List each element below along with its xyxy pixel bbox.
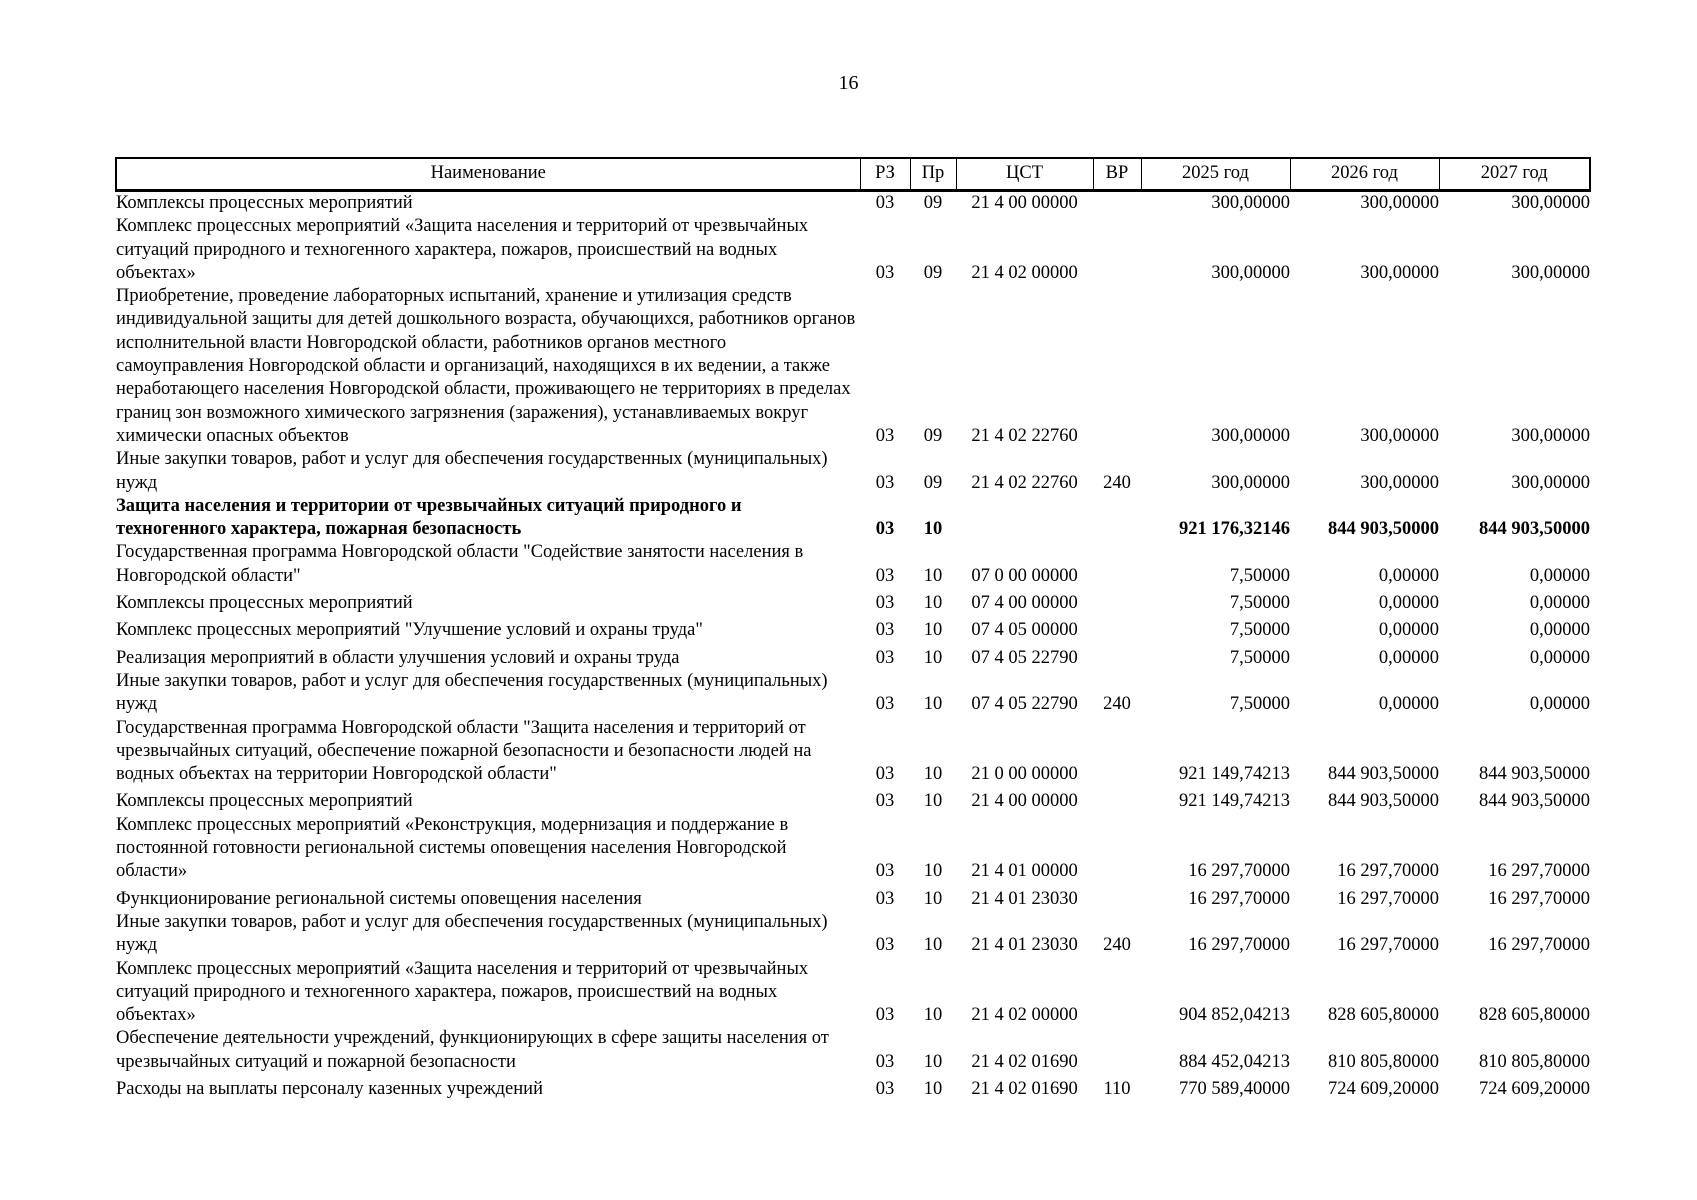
table-row xyxy=(116,448,1590,495)
table-row xyxy=(116,1027,1590,1074)
row-value-2025: 7,50000 xyxy=(1229,694,1290,715)
table-row xyxy=(116,285,1590,448)
row-vr xyxy=(1093,588,1141,615)
row-vr xyxy=(1093,717,1141,787)
row-vr xyxy=(1093,1027,1141,1074)
row-cst: 07 4 05 22790 xyxy=(971,694,1078,715)
row-name: Комплекс процессных мероприятий «Защита населения и территорий от чрезвычайных ситуаций природного и техногенного характера, пожаров, происшествий на водных объектах» xyxy=(116,958,809,1026)
table-row xyxy=(116,786,1590,813)
row-rz: 03 xyxy=(875,565,895,586)
row-name: Государственная программа Новгородской области "Защита населения и территорий от чрезвычайных ситуаций, обеспечение пожарной безопасности и безопасности людей на водных объектах на территории Новгородской области" xyxy=(116,717,812,785)
row-cst: 21 4 00 00000 xyxy=(971,791,1078,812)
row-cst: 07 0 00 00000 xyxy=(971,565,1078,586)
row-value-2027: 0,00000 xyxy=(1529,593,1590,614)
row-cst: 21 4 00 00000 xyxy=(971,193,1078,213)
table-row xyxy=(116,643,1590,670)
row-value-2026: 300,00000 xyxy=(1360,193,1439,213)
row-vr xyxy=(1093,615,1141,642)
table-row xyxy=(116,215,1590,285)
row-value-2026: 844 903,50000 xyxy=(1328,764,1439,785)
row-name: Реализация мероприятий в области улучшения условий и охраны труда xyxy=(116,647,680,668)
row-value-2027: 300,00000 xyxy=(1511,472,1590,493)
row-vr xyxy=(1093,285,1141,448)
row-value-2027: 828 605,80000 xyxy=(1479,1005,1590,1026)
row-rz: 03 xyxy=(875,519,895,540)
row-value-2027: 844 903,50000 xyxy=(1479,791,1590,812)
row-cst: 21 4 02 00000 xyxy=(971,1005,1078,1026)
row-name: Комплексы процессных мероприятий xyxy=(116,791,413,812)
row-value-2025: 7,50000 xyxy=(1229,620,1290,641)
row-value-2025: 884 452,04213 xyxy=(1179,1051,1290,1072)
row-pr: 10 xyxy=(923,1078,943,1099)
row-value-2027: 724 609,20000 xyxy=(1479,1078,1590,1099)
row-value-2026: 16 297,70000 xyxy=(1337,861,1439,882)
header-vr: ВР xyxy=(1093,158,1141,191)
row-vr xyxy=(1093,643,1141,670)
table-row xyxy=(116,717,1590,787)
row-value-2026: 0,00000 xyxy=(1378,593,1439,614)
row-value-2027: 16 297,70000 xyxy=(1488,861,1590,882)
row-pr: 10 xyxy=(923,694,943,715)
row-name: Иные закупки товаров, работ и услуг для обеспечения государственных (муниципальных) нужд xyxy=(116,670,828,715)
row-rz: 03 xyxy=(875,888,895,909)
row-value-2025: 7,50000 xyxy=(1229,565,1290,586)
row-value-2025: 300,00000 xyxy=(1211,472,1290,493)
row-cst: 21 4 01 23030 xyxy=(971,935,1078,956)
row-vr xyxy=(1093,215,1141,285)
table-row xyxy=(116,615,1590,642)
row-pr: 09 xyxy=(923,193,943,213)
row-value-2027: 16 297,70000 xyxy=(1488,888,1590,909)
row-value-2025: 16 297,70000 xyxy=(1188,935,1290,956)
row-rz: 03 xyxy=(875,1051,895,1072)
row-name: Комплекс процессных мероприятий «Защита населения и территорий от чрезвычайных ситуаций природного и техногенного характера, пожаров, происшествий на водных объектах» xyxy=(116,216,809,283)
row-rz: 03 xyxy=(875,647,895,668)
row-value-2026: 300,00000 xyxy=(1360,425,1439,446)
row-cst: 07 4 05 00000 xyxy=(971,620,1078,641)
table-row xyxy=(116,814,1590,884)
table-row xyxy=(116,958,1590,1028)
row-rz: 03 xyxy=(875,1005,895,1026)
row-value-2026: 810 805,80000 xyxy=(1328,1051,1439,1072)
row-pr: 10 xyxy=(923,647,943,668)
row-pr: 09 xyxy=(923,472,943,493)
budget-table xyxy=(115,157,1591,1101)
row-rz: 03 xyxy=(875,1078,895,1099)
row-cst: 21 4 02 22760 xyxy=(971,472,1078,493)
row-rz: 03 xyxy=(875,425,895,446)
row-name: Комплекс процессных мероприятий «Реконструкция, модернизация и поддержание в постоянной готовности региональной системы оповещения населения Новгородской области» xyxy=(116,814,789,882)
row-value-2025: 7,50000 xyxy=(1229,593,1290,614)
row-value-2026: 844 903,50000 xyxy=(1328,791,1439,812)
row-value-2025: 921 176,32146 xyxy=(1179,519,1290,540)
row-value-2027: 844 903,50000 xyxy=(1479,764,1590,785)
row-name: Приобретение, проведение лабораторных испытаний, хранение и утилизация средств индивидуальной защиты для детей дошкольного возраста, обучающихся, работников органов исполнительной власти Новгородской области, работников органов местного самоуправления Новгородской области и организаций, находящихся в их ведении, а также неработающего населения Новгородской области, проживающего не территориях в пределах границ зон возможного химического загрязнения (заражения), устанавливаемых вокруг химически опасных объектов xyxy=(116,286,856,446)
row-rz: 03 xyxy=(875,861,895,882)
row-cst: 21 4 01 23030 xyxy=(971,888,1078,909)
table-row xyxy=(116,911,1590,958)
table-header-row xyxy=(116,158,1590,191)
row-pr: 10 xyxy=(923,565,943,586)
row-cst: 07 4 00 00000 xyxy=(971,593,1078,614)
row-value-2027: 0,00000 xyxy=(1529,694,1590,715)
row-value-2027: 16 297,70000 xyxy=(1488,935,1590,956)
row-name: Комплексы процессных мероприятий xyxy=(116,593,413,614)
table-row xyxy=(116,495,1590,542)
row-rz: 03 xyxy=(875,262,895,283)
row-name: Государственная программа Новгородской области "Содействие занятости населения в Новгородской области" xyxy=(116,542,804,586)
row-pr: 09 xyxy=(923,425,943,446)
row-value-2025: 16 297,70000 xyxy=(1188,888,1290,909)
row-pr: 10 xyxy=(923,888,943,909)
row-cst: 21 4 02 22760 xyxy=(971,425,1078,446)
header-2025: 2025 год xyxy=(1141,158,1290,191)
row-value-2026: 16 297,70000 xyxy=(1337,935,1439,956)
row-name: Защита населения и территории от чрезвычайных ситуаций природного и техногенного характера, пожарная безопасность xyxy=(116,495,742,540)
row-value-2026: 0,00000 xyxy=(1378,694,1439,715)
table-row xyxy=(116,191,1590,216)
row-value-2026: 0,00000 xyxy=(1378,620,1439,641)
row-value-2025: 300,00000 xyxy=(1211,425,1290,446)
row-value-2026: 724 609,20000 xyxy=(1328,1078,1439,1099)
row-name: Комплекс процессных мероприятий "Улучшение условий и охраны труда" xyxy=(116,620,703,641)
row-vr xyxy=(1093,541,1141,588)
row-value-2026: 300,00000 xyxy=(1360,472,1439,493)
row-pr: 10 xyxy=(923,519,943,540)
row-rz: 03 xyxy=(875,791,895,812)
row-pr: 10 xyxy=(923,791,943,812)
row-value-2026: 844 903,50000 xyxy=(1328,519,1439,540)
table-row xyxy=(116,670,1590,717)
row-value-2027: 0,00000 xyxy=(1529,565,1590,586)
row-name: Комплексы процессных мероприятий xyxy=(116,193,413,213)
header-name: Наименование xyxy=(116,158,860,191)
row-pr: 10 xyxy=(923,620,943,641)
row-value-2027: 300,00000 xyxy=(1511,193,1590,213)
row-pr: 10 xyxy=(923,593,943,614)
row-cst: 21 4 02 01690 xyxy=(971,1078,1078,1099)
row-vr xyxy=(1093,814,1141,884)
table-row xyxy=(116,884,1590,911)
row-vr: 240 xyxy=(1103,935,1131,956)
row-value-2026: 300,00000 xyxy=(1360,262,1439,283)
row-rz: 03 xyxy=(875,620,895,641)
row-rz: 03 xyxy=(875,593,895,614)
row-value-2025: 904 852,04213 xyxy=(1179,1005,1290,1026)
row-cst xyxy=(956,495,1093,542)
row-name: Расходы на выплаты персоналу казенных учреждений xyxy=(116,1078,543,1099)
row-rz: 03 xyxy=(875,935,895,956)
row-value-2027: 300,00000 xyxy=(1511,262,1590,283)
row-name: Обеспечение деятельности учреждений, функционирующих в сфере защиты населения от чрезвычайных ситуаций и пожарной безопасности xyxy=(116,1028,829,1072)
row-vr: 240 xyxy=(1103,694,1131,715)
row-value-2025: 921 149,74213 xyxy=(1179,791,1290,812)
row-rz: 03 xyxy=(875,694,895,715)
table-body xyxy=(116,191,1590,1102)
row-vr: 110 xyxy=(1103,1078,1131,1099)
row-name: Функционирование региональной системы оповещения населения xyxy=(116,888,642,909)
header-2027: 2027 год xyxy=(1439,158,1590,191)
header-rz: РЗ xyxy=(860,158,910,191)
table-row xyxy=(116,541,1590,588)
row-value-2027: 300,00000 xyxy=(1511,425,1590,446)
row-vr xyxy=(1093,884,1141,911)
row-rz: 03 xyxy=(875,193,895,213)
row-vr xyxy=(1093,495,1141,542)
row-vr: 240 xyxy=(1103,472,1131,493)
row-pr: 10 xyxy=(923,1005,943,1026)
row-cst: 21 4 02 00000 xyxy=(971,262,1078,283)
row-value-2025: 300,00000 xyxy=(1211,262,1290,283)
row-cst: 07 4 05 22790 xyxy=(971,647,1078,668)
row-vr xyxy=(1093,958,1141,1028)
page-number: 16 xyxy=(838,72,859,94)
table-row xyxy=(116,588,1590,615)
row-cst: 21 4 02 01690 xyxy=(971,1051,1078,1072)
row-value-2026: 828 605,80000 xyxy=(1328,1005,1439,1026)
row-value-2026: 0,00000 xyxy=(1378,565,1439,586)
row-value-2025: 300,00000 xyxy=(1211,193,1290,213)
row-value-2027: 0,00000 xyxy=(1529,620,1590,641)
row-pr: 10 xyxy=(923,861,943,882)
row-value-2025: 7,50000 xyxy=(1229,647,1290,668)
header-pr: Пр xyxy=(910,158,956,191)
row-name: Иные закупки товаров, работ и услуг для обеспечения государственных (муниципальных) нужд xyxy=(116,911,828,956)
row-value-2025: 770 589,40000 xyxy=(1179,1078,1290,1099)
row-pr: 10 xyxy=(923,764,943,785)
row-value-2026: 16 297,70000 xyxy=(1337,888,1439,909)
table-row xyxy=(116,1074,1590,1101)
row-vr xyxy=(1093,786,1141,813)
row-value-2027: 844 903,50000 xyxy=(1479,519,1590,540)
row-value-2025: 16 297,70000 xyxy=(1188,861,1290,882)
row-pr: 10 xyxy=(923,935,943,956)
row-value-2025: 921 149,74213 xyxy=(1179,764,1290,785)
row-name: Иные закупки товаров, работ и услуг для обеспечения государственных (муниципальных) нужд xyxy=(116,449,828,493)
row-value-2026: 0,00000 xyxy=(1378,647,1439,668)
row-vr xyxy=(1093,191,1141,216)
header-cst: ЦСТ xyxy=(956,158,1093,191)
row-value-2027: 0,00000 xyxy=(1529,647,1590,668)
row-cst: 21 4 01 00000 xyxy=(971,861,1078,882)
row-value-2027: 810 805,80000 xyxy=(1479,1051,1590,1072)
row-rz: 03 xyxy=(875,764,895,785)
header-2026: 2026 год xyxy=(1290,158,1439,191)
row-pr: 09 xyxy=(923,262,943,283)
row-pr: 10 xyxy=(923,1051,943,1072)
row-rz: 03 xyxy=(875,472,895,493)
row-cst: 21 0 00 00000 xyxy=(971,764,1078,785)
